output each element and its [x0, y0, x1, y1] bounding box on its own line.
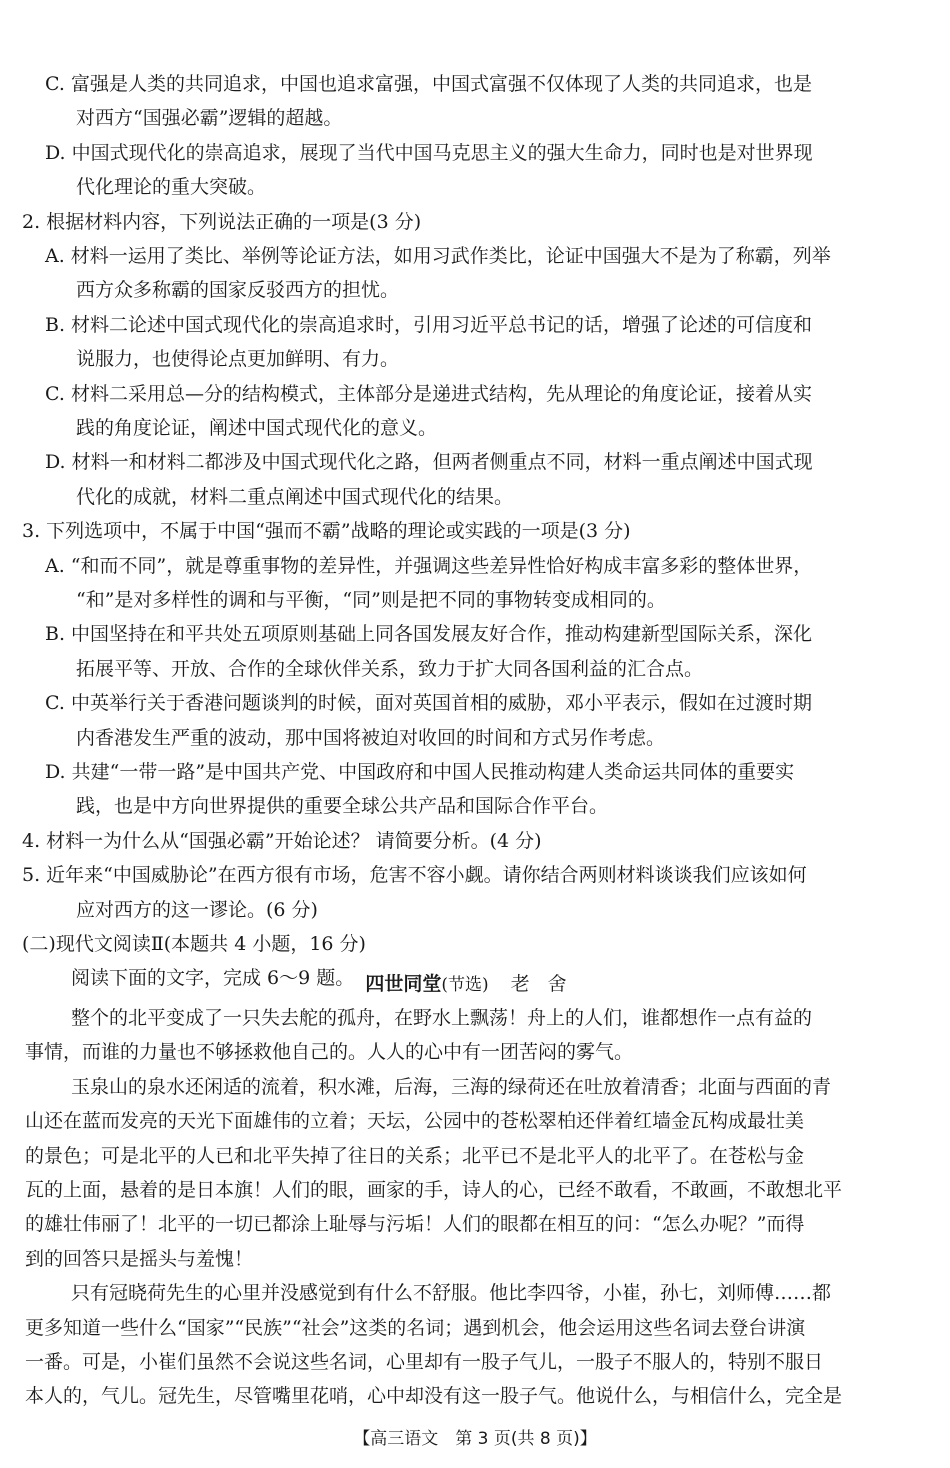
- text-line-text: 内香港发生严重的波动，那中国将被迫对收回的时间和方式另作考虑。: [76, 726, 666, 749]
- passage-line-text: 更多知道一些什么“国家”“民族”“社会”这类的名词；遇到机会，他会运用这些名词去登台讲演: [25, 1316, 806, 1339]
- text-line: [0, 67, 950, 101]
- text-line: [0, 755, 950, 789]
- text-line-text: B. 材料二论述中国式现代化的崇高追求时，引用习近平总书记的话，增强了论述的可信度和: [45, 313, 813, 336]
- text-line: [0, 101, 950, 135]
- text-line: [0, 273, 950, 307]
- text-line-text: D. 共建“一带一路”是中国共产党、中国政府和中国人民推动构建人类命运共同体的重要实: [45, 761, 795, 783]
- passage-line-text: 玉泉山的泉水还闲适的流着，积水滩，后海，三海的绿荷还在吐放着清香；北面与西面的青: [71, 1075, 832, 1098]
- passage-line-text: 只有冠晓荷先生的心里并没感觉到有什么不舒服。他比李四爷，小崔，孙七，刘师傅……都: [71, 1282, 832, 1305]
- text-line-text: 践的角度论证，阐述中国式现代化的意义。: [76, 417, 438, 439]
- passage-line: [0, 1139, 950, 1173]
- passage-line: [0, 1311, 950, 1345]
- passage-line: [0, 1276, 950, 1310]
- text-line: [0, 205, 950, 239]
- passage-line: [0, 1104, 950, 1138]
- passage-line-text: 瓦的上面，悬着的是日本旗！人们的眼，画家的手，诗人的心，已经不敢看，不敢画，不敢想北平: [25, 1179, 843, 1201]
- text-line: [0, 377, 950, 411]
- passage-line: [0, 1207, 950, 1241]
- text-line: [0, 858, 950, 892]
- text-line-text: A. 材料一运用了类比、举例等论证方法，如用习武作类比，论证中国强大不是为了称霸，列举: [45, 245, 831, 267]
- passage-line-text: 事情，而谁的力量也不够拯救他自己的。人人的心中有一团苦闷的雾气。: [25, 1041, 634, 1064]
- passage-title: [0, 967, 950, 1002]
- passage-line-text: 到的回答只是摇头与羞愧！: [25, 1247, 254, 1270]
- text-line-text: C. 中英举行关于香港问题谈判的时候，面对英国首相的威胁，邓小平表示，假如在过渡时期: [45, 692, 812, 715]
- passage-line: [0, 1070, 950, 1104]
- text-line: [0, 342, 950, 376]
- text-line: [0, 583, 950, 617]
- text-line: [0, 652, 950, 686]
- text-line-text: (二)现代文阅读Ⅱ(本题共 4 小题，16 分): [22, 933, 366, 955]
- text-line-text: 践，也是中方向世界提供的重要全球公共产品和国际合作平台。: [76, 795, 609, 818]
- passage-line-text: 的雄壮伟丽了！北平的一切已都涂上耻辱与污垢！人们的眼都在相互的问：“怎么办呢？”而得: [25, 1213, 805, 1236]
- text-line: [0, 617, 950, 651]
- text-line-text: 2. 根据材料内容，下列说法正确的一项是(3 分): [22, 210, 422, 233]
- text-line-text: 代化的成就，材料二重点阐述中国式现代化的结果。: [76, 485, 514, 508]
- text-line: [0, 514, 950, 548]
- text-line-text: 说服力，也使得论点更加鲜明、有力。: [76, 348, 400, 371]
- text-line-text: 4. 材料一为什么从“国强必霸”开始论述？ 请简要分析。(4 分): [22, 829, 542, 852]
- title-author: 老舍: [510, 973, 585, 995]
- passage-line: [0, 1379, 950, 1413]
- text-line: [0, 686, 950, 720]
- text-line-text: 对西方“国强必霸”逻辑的超越。: [76, 107, 343, 130]
- text-line-text: 西方众多称霸的国家反驳西方的担忧。: [76, 279, 400, 302]
- text-line-text: C. 材料二采用总—分的结构模式，主体部分是递进式结构，先从理论的角度论证，接着从实: [45, 382, 812, 405]
- text-line: [0, 136, 950, 170]
- text-line: [0, 411, 950, 445]
- text-line-text: D. 材料一和材料二都涉及中国式现代化之路，但两者侧重点不同，材料一重点阐述中国式现: [45, 451, 813, 474]
- text-line-text: C. 富强是人类的共同追求，中国也追求富强，中国式富强不仅体现了人类的共同追求，也是: [45, 73, 812, 95]
- text-line-text: 阅读下面的文字，完成 6～9 题。: [71, 967, 355, 990]
- text-line-text: 代化理论的重大突破。: [76, 176, 267, 199]
- passage-line: [0, 1345, 950, 1379]
- text-line: [0, 480, 950, 514]
- passage-line-text: 本人的，气儿。冠先生，尽管嘴里花哨，心中却没有这一股子气。他说什么，与相信什么，完全是: [25, 1385, 843, 1408]
- title-sub: (节选): [441, 975, 489, 995]
- title-main: 四世同堂: [365, 973, 442, 995]
- text-line: [0, 445, 950, 479]
- passage-line-text: 的景色；可是北平的人已和北平失掉了往日的关系；北平已不是北平人的北平了。在苍松与金: [25, 1144, 805, 1167]
- text-line: [0, 308, 950, 342]
- passage-line: [0, 1173, 950, 1207]
- text-line-text: D. 中国式现代化的崇高追求，展现了当代中国马克思主义的强大生命力，同时也是对世界现: [45, 141, 813, 164]
- text-line-text: B. 中国坚持在和平共处五项原则基础上同各国发展友好合作，推动构建新型国际关系，深化: [45, 623, 813, 646]
- text-line: [0, 893, 950, 927]
- passage-line: [0, 1001, 950, 1035]
- text-line-text: “和”是对多样性的调和与平衡，“同”则是把不同的事物转变成相同的。: [76, 589, 666, 611]
- page-footer: 【高三语文 第 3 页(共 8 页)】: [353, 1429, 597, 1449]
- text-line: [0, 824, 950, 858]
- text-line: [0, 721, 950, 755]
- text-line: [0, 549, 950, 583]
- text-line-text: 应对西方的这一谬论。(6 分): [76, 898, 318, 921]
- text-line-text: A. “和而不同”，就是尊重事物的差异性，并强调这些差异性恰好构成丰富多彩的整体世界，: [45, 554, 813, 577]
- passage-line: [0, 1035, 950, 1069]
- text-line-text: 3. 下列选项中，不属于中国“强而不霸”战略的理论或实践的一项是(3 分): [22, 520, 631, 543]
- passage-line-text: 一番。可是，小崔们虽然不会说这些名词，心里却有一股子气儿，一股子不服人的，特别不服日: [25, 1351, 824, 1373]
- text-line: [0, 789, 950, 823]
- passage-line-text: 山还在蓝而发亮的天光下面雄伟的立着；天坛，公园中的苍松翠柏还伴着红墙金瓦构成最壮美: [25, 1110, 805, 1133]
- passage-line-text: 整个的北平变成了一只失去舵的孤舟，在野水上飘荡！舟上的人们，谁都想作一点有益的: [71, 1007, 813, 1029]
- text-line-text: 5. 近年来“中国威胁论”在西方很有市场，危害不容小觑。请你结合两则材料谈谈我们应该如何: [22, 864, 807, 887]
- passage-line: [0, 1242, 950, 1276]
- text-line: [0, 239, 950, 273]
- text-line: [0, 170, 950, 204]
- text-line-text: 拓展平等、开放、合作的全球伙伴关系，致力于扩大同各国利益的汇合点。: [76, 657, 704, 680]
- text-line: [0, 927, 950, 961]
